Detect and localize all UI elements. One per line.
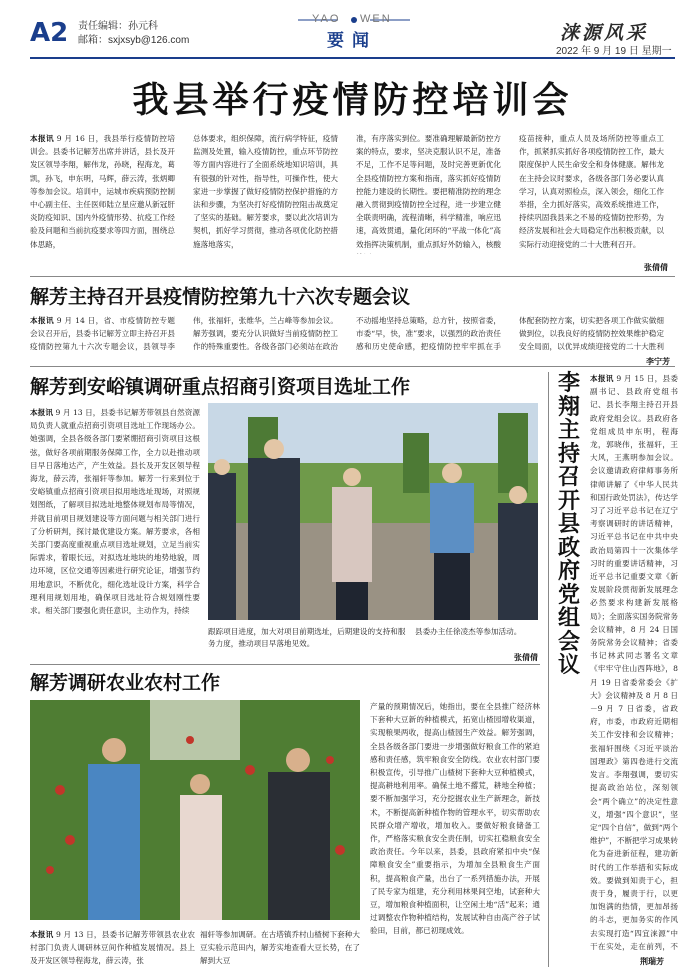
article2-column-1 bbox=[30, 314, 175, 356]
article3-headline: 解芳到安峪镇调研重点招商引资项目选址工作 bbox=[30, 376, 411, 398]
field-visit-photo bbox=[208, 403, 538, 620]
article5-column-3: 产量的预期情况后，她指出，要在全县推广经济林下套种大豆新的种植模式，拓宽山楂园增收渠道，实现粮果两收，提高山楂园生产效益。解芳强调，全县各级各部门要进一步增强做好粮食工作的紧迫感和责任感，筑牢粮食安全防线。农业农村部门要积极宣传，引导推广山楂树下套种大豆种植模式，提高耕地利用率。确保土地不撂荒，耕地全种植；要不断加强学习，充分挖掘农业生产新理念，新技术，不断提高新种植作物的管理水平，切实帮助农民群众增产增收，增加收入。要做好粮食储备工作，严格落实粮食安全责任制，切实扛稳粮食安全政治责任。今年以来，县委，县政府紧扣中央“保障粮食安全”重要指示，为增加全县粮食生产面积，提高粮食产量，出台了一系列措施办法，开展了民专家为组建，充分利用林果间空地，试套种大豆，增加粮食种植面积，让空闲土地“活”起来；通过调整农作物种植结构，发展试种自由高产谷子试验田，目前，都已初现成效。 bbox=[370, 702, 540, 936]
article2-headline: 解芳主持召开县疫情防控第九十六次专题会议 bbox=[30, 286, 411, 308]
article4-body bbox=[590, 372, 678, 952]
article2-column-3: 不动摇地坚持总策略，总方针，按照省委，市委“早，快，准”要求，以强烈的政治责任感和历史使命感，把疫情防控牢牢抓在手 bbox=[356, 316, 501, 352]
editor-email: 邮箱：sxjxsyb@126.com bbox=[78, 35, 190, 46]
article1-column-1 bbox=[30, 132, 175, 254]
article5-column-2: 福轩等参加调研。在古塔镇乔村山楂树下套种大豆实验示范田内，解芳实地查看大豆长势，在了解到大豆 bbox=[200, 930, 360, 966]
article4-body-text: 9 月 15 日，县委副书记、县政府党组书记、县长李翔主持召开县政府党组会议。县政府各党组成员申东明，程海龙，郭晓伟，张福轩，王大风，王燕明参加会议。会议邀请政府律师事务所律师讲解了《中华人民共和国行政处罚法》，传达学习了习近平总书记在辽宁考察调研时的讲话精神，习近平总书记在中共中央政治局第四十一次集体学习时的重要讲话精神，习近平总书记重要文章《新发展阶段贯彻新发展理念必然要求构建新发展格局》；全面落实国务院常务会议精神，8 月 24 日国务院常务会议精神；省委书记林武同志署名文章《牢牢守住山西阵地》，8 月 19 日省委常委会《扩大》会议精神及 8 月 8 日－9 月 7 日省委，省政府，市委，市政府近期相关工作安排和会议精神；张福轩围绕《习近平谈治国理政》第四卷进行交流发言。李翔强调，要切实提高政治站位，深刻领会“两个确立”的决定性意义，增强“四个意识”，坚定“四个自信”，做到“两个维护”，不断把学习成果转化为奋进新征程，建功新时代的工作举措和实际成效。要做到知责于心，担责于身，履责于行，以更加饱满的热情，更加昂扬的斗志，更加务实的作风去实现打造“四宜涞源”中干在实处，走在前列，不 bbox=[590, 374, 678, 951]
section-pinyin-right: WEN bbox=[360, 13, 392, 25]
article4-signature: 荆瑞芳 bbox=[640, 957, 664, 966]
article3-photo bbox=[208, 403, 538, 620]
newspaper-name: 涞源风采 bbox=[560, 22, 649, 44]
main-headline: 我县举行疫情防控培训会 bbox=[132, 80, 573, 121]
article2-column-2: 伟，张福轩，张维华，兰占峰等参加会议。解芳强调，要充分认识做好当前疫情防控工作的特殊重要性。各级各部门必须站在政治 bbox=[193, 316, 338, 352]
page-number: A2 bbox=[30, 18, 69, 48]
section-pinyin-left: YAO bbox=[312, 13, 341, 25]
article3-signature: 张倩倩 bbox=[514, 653, 538, 662]
masthead bbox=[0, 0, 700, 58]
article1-column-4: 疫苗接种，重点人员及场所防控等重点工作，抓紧抓实抓好各项疫情防控工作，最大限度保护人民生命安全和身体健康。解伟龙在主持会议时要求，各级各部门务必要认真学习，认真对照检点，深入领会，细化工作举措，全力抓好落实，高效系统推进工作，持续巩固我县来之不易的疫情防控形势，为经济发展和社会大局稳定作出积极贡献，以实际行动迎接党的二十大胜利召开。 bbox=[519, 134, 664, 249]
article3-body-text: 9 月 13 日，县委书记解芳带领县自然资源局负责人就重点招商引资项目选址工作现场办公。她强调，全县各级各部门要紧绷招商引资项目这根弦，做好各项前期服务保障工作，全力以赴推动项目早日落地达产，产生效益。县长及开发区领导程海龙，薛云涛，张福轩等参加。解芳一行来到位于安峪镇重点招商引资项目拟用地选址现场，对照规划图纸，了解项目拟选址地整体规划布局等情况，并就目前项目规划建设等方面问题与相关部门进行了分析研判，探讨最优建设方案。解芳要求，各相关部门要高度重视重点项目选址规划，立足当前实际需求，着眼长远，对拟选址地块的地势地貌，周边环境，区位交通等因素进行研究论证，增强节约用地意识，不断优化，细化选址设计方案，科学合理利用规划用地，确保项目选址符合规划刚性要求。相关部门要强化责任意识，主动作为，持续 bbox=[30, 408, 200, 616]
article2-col1-text: 9 月 14 日，省、市疫情防控专题会议召开后，县委书记解芳立即主持召开县疫情防控第九十六次专题会议，县领导李 bbox=[30, 316, 175, 352]
article1-lead: 本报讯 bbox=[30, 134, 54, 143]
article5-headline: 解芳调研农业农村工作 bbox=[30, 672, 221, 694]
editor-name: 责任编辑：孙元科 bbox=[78, 21, 158, 32]
article5-photo bbox=[30, 700, 360, 920]
issue-date: 2022 年 9 月 19 日 星期一 bbox=[556, 46, 672, 57]
divider bbox=[30, 276, 675, 277]
article3-body bbox=[30, 406, 200, 646]
article2-signature: 李宁芳 bbox=[646, 357, 670, 366]
article5-col1-text: 9 月 13 日，县委书记解芳带领县农业农村部门负责人调研林豆间作种植发展情况。县上及开发区领导程海龙，薛云涛，张 bbox=[30, 930, 195, 966]
article1-signature: 张倩倩 bbox=[644, 263, 668, 272]
article3-lead: 本报讯 bbox=[30, 408, 53, 417]
article3-caption-right: 县委办主任徐凌杰等参加活动。 bbox=[415, 627, 522, 636]
article5-lead: 本报讯 bbox=[30, 930, 54, 939]
article5-column-1 bbox=[30, 928, 195, 970]
article4-lead: 本报讯 bbox=[590, 374, 614, 383]
divider bbox=[30, 664, 540, 665]
article1-col1-text: 9 月 16 日，我县举行疫情防控培训会。县委书记解芳出席并讲话，县长及开发区领导李翔，解伟龙，孙晓，程海龙，葛凯，孙飞，申东明，马辉，薛云涛，张炳卿等参加会议。培训中，运城市疾病预防控制中心副主任、主任医师陆立星应邀从新冠肝炎防疫知识、国内外疫情形势、抗疫工作经验及问题和当前抗疫要求等四方面，围绕总体思路， bbox=[30, 134, 175, 249]
section-title: 要闻 bbox=[327, 31, 377, 51]
article4-headline: 李翔主持召开县政府党组会议 bbox=[558, 371, 581, 678]
divider bbox=[30, 366, 675, 367]
article1-column-2: 总体要求，组织保障，流行病学特征，疫情监测及处置，输入疫情防控，重点环节防控等方面内容进行了全面系统地知识培训，具有很强的针对性，指导性，可操作性，使大家进一步掌握了做好疫情防控保护措施的方法和步骤，为坚决打好疫情防控阻击战奠定了坚实的基础。解芳要求，要以此次培训为契机，抓好学习贯彻，推动各项优化防控措施落地落实， bbox=[193, 134, 338, 249]
editor-info bbox=[78, 20, 189, 48]
orchard-visit-photo bbox=[30, 700, 360, 920]
masthead-divider bbox=[30, 57, 675, 59]
vertical-divider bbox=[548, 372, 549, 967]
article1-column-3: 准，有序落实到位。要准确理解最新防控方案的特点，要求，坚决克服认识不足，准备不足，工作不足等问题，及时完善更新优化全县疫情防控方案和指南，落实抓好疫情防控能力建设的长期性。要把精准防控的理念融入贯彻到疫情防控全过程，进一步建立健全联责明确，流程清晰，科学精准，响应迅速，高效贯通，量化闭环的“平战一体化”高效指挥决策机制，重点抓好外防输入，核酸 bbox=[356, 134, 501, 249]
article2-column-4: 体配套防控方案，切实把各项工作做实做细做到位，以我良好的疫情防控效果维护稳定安全局面，以优异成绩迎接党的二十大胜利 bbox=[519, 316, 664, 352]
article3-caption-left: 跟踪项目进度，加大对项目前期选址，后期建设的支持和服务力度，推动项目早落地见效。 bbox=[208, 627, 406, 648]
article2-lead: 本报讯 bbox=[30, 316, 54, 325]
